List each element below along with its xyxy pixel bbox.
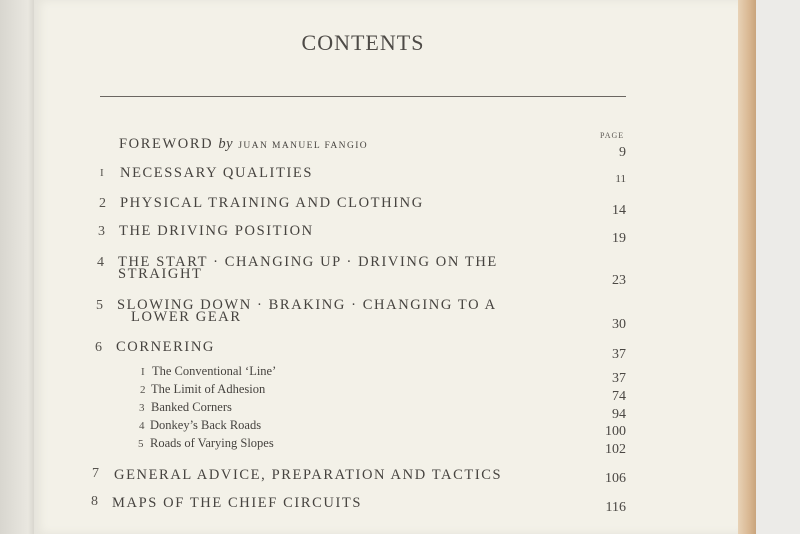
section-number: 5	[138, 438, 144, 450]
chapter-page: 116	[605, 500, 626, 515]
chapter-title-continued: STRAIGHT	[118, 266, 203, 282]
foreword-entry	[119, 138, 368, 153]
chapter-number: 6	[95, 340, 102, 355]
page-column-heading: PAGE	[600, 131, 625, 140]
chapter-page: 23	[612, 273, 626, 288]
section-number: I	[141, 366, 145, 378]
chapter-page: 106	[605, 471, 626, 486]
chapter-title: PHYSICAL TRAINING AND CLOTHING	[120, 195, 424, 211]
chapter-title: GENERAL ADVICE, PREPARATION AND TACTICS	[114, 467, 503, 483]
section-number: 4	[139, 420, 145, 432]
foreword-page: 9	[619, 145, 626, 160]
chapter-page: 11	[615, 173, 626, 185]
section-title: Donkey’s Back Roads	[150, 418, 262, 432]
chapter-number: 5	[96, 298, 103, 313]
section-title: Roads of Varying Slopes	[150, 436, 274, 450]
chapter-number: 3	[98, 224, 105, 239]
chapter-number: 4	[97, 255, 104, 270]
foreword-label: FOREWORD	[119, 136, 214, 152]
page-block-edge	[738, 0, 756, 534]
chapter-title: THE DRIVING POSITION	[119, 223, 314, 239]
section-page: 94	[612, 407, 626, 422]
chapter-page: 19	[612, 231, 626, 246]
foreword-author: JUAN MANUEL FANGIO	[238, 141, 369, 151]
section-title: The Conventional ‘Line’	[152, 364, 277, 378]
chapter-number: 8	[91, 494, 98, 509]
chapter-title: MAPS OF THE CHIEF CIRCUITS	[112, 495, 363, 511]
section-page: 74	[612, 389, 626, 404]
page-title: CONTENTS	[301, 30, 425, 55]
section-page: 100	[605, 424, 626, 439]
chapter-page: 30	[612, 317, 626, 332]
chapter-page: 14	[612, 203, 626, 218]
section-title: Banked Corners	[151, 400, 232, 414]
chapter-title: CORNERING	[116, 339, 215, 355]
chapter-title-continued: LOWER GEAR	[131, 309, 242, 325]
backdrop	[756, 0, 800, 534]
section-page: 102	[605, 442, 626, 457]
chapter-title: NECESSARY QUALITIES	[120, 165, 313, 181]
foreword-by: by	[218, 136, 234, 152]
chapter-number: 2	[99, 196, 106, 211]
chapter-title: THE START · CHANGING UP · DRIVING ON THE	[118, 254, 498, 270]
section-number: 2	[140, 384, 146, 396]
chapter-title: SLOWING DOWN · BRAKING · CHANGING TO A	[117, 297, 497, 313]
chapter-number: 7	[92, 466, 99, 481]
section-number: 3	[139, 402, 145, 414]
chapter-number: I	[100, 167, 104, 179]
section-title: The Limit of Adhesion	[151, 382, 266, 396]
section-page: 37	[612, 371, 626, 386]
title-rule	[100, 96, 626, 97]
chapter-page: 37	[612, 347, 626, 362]
